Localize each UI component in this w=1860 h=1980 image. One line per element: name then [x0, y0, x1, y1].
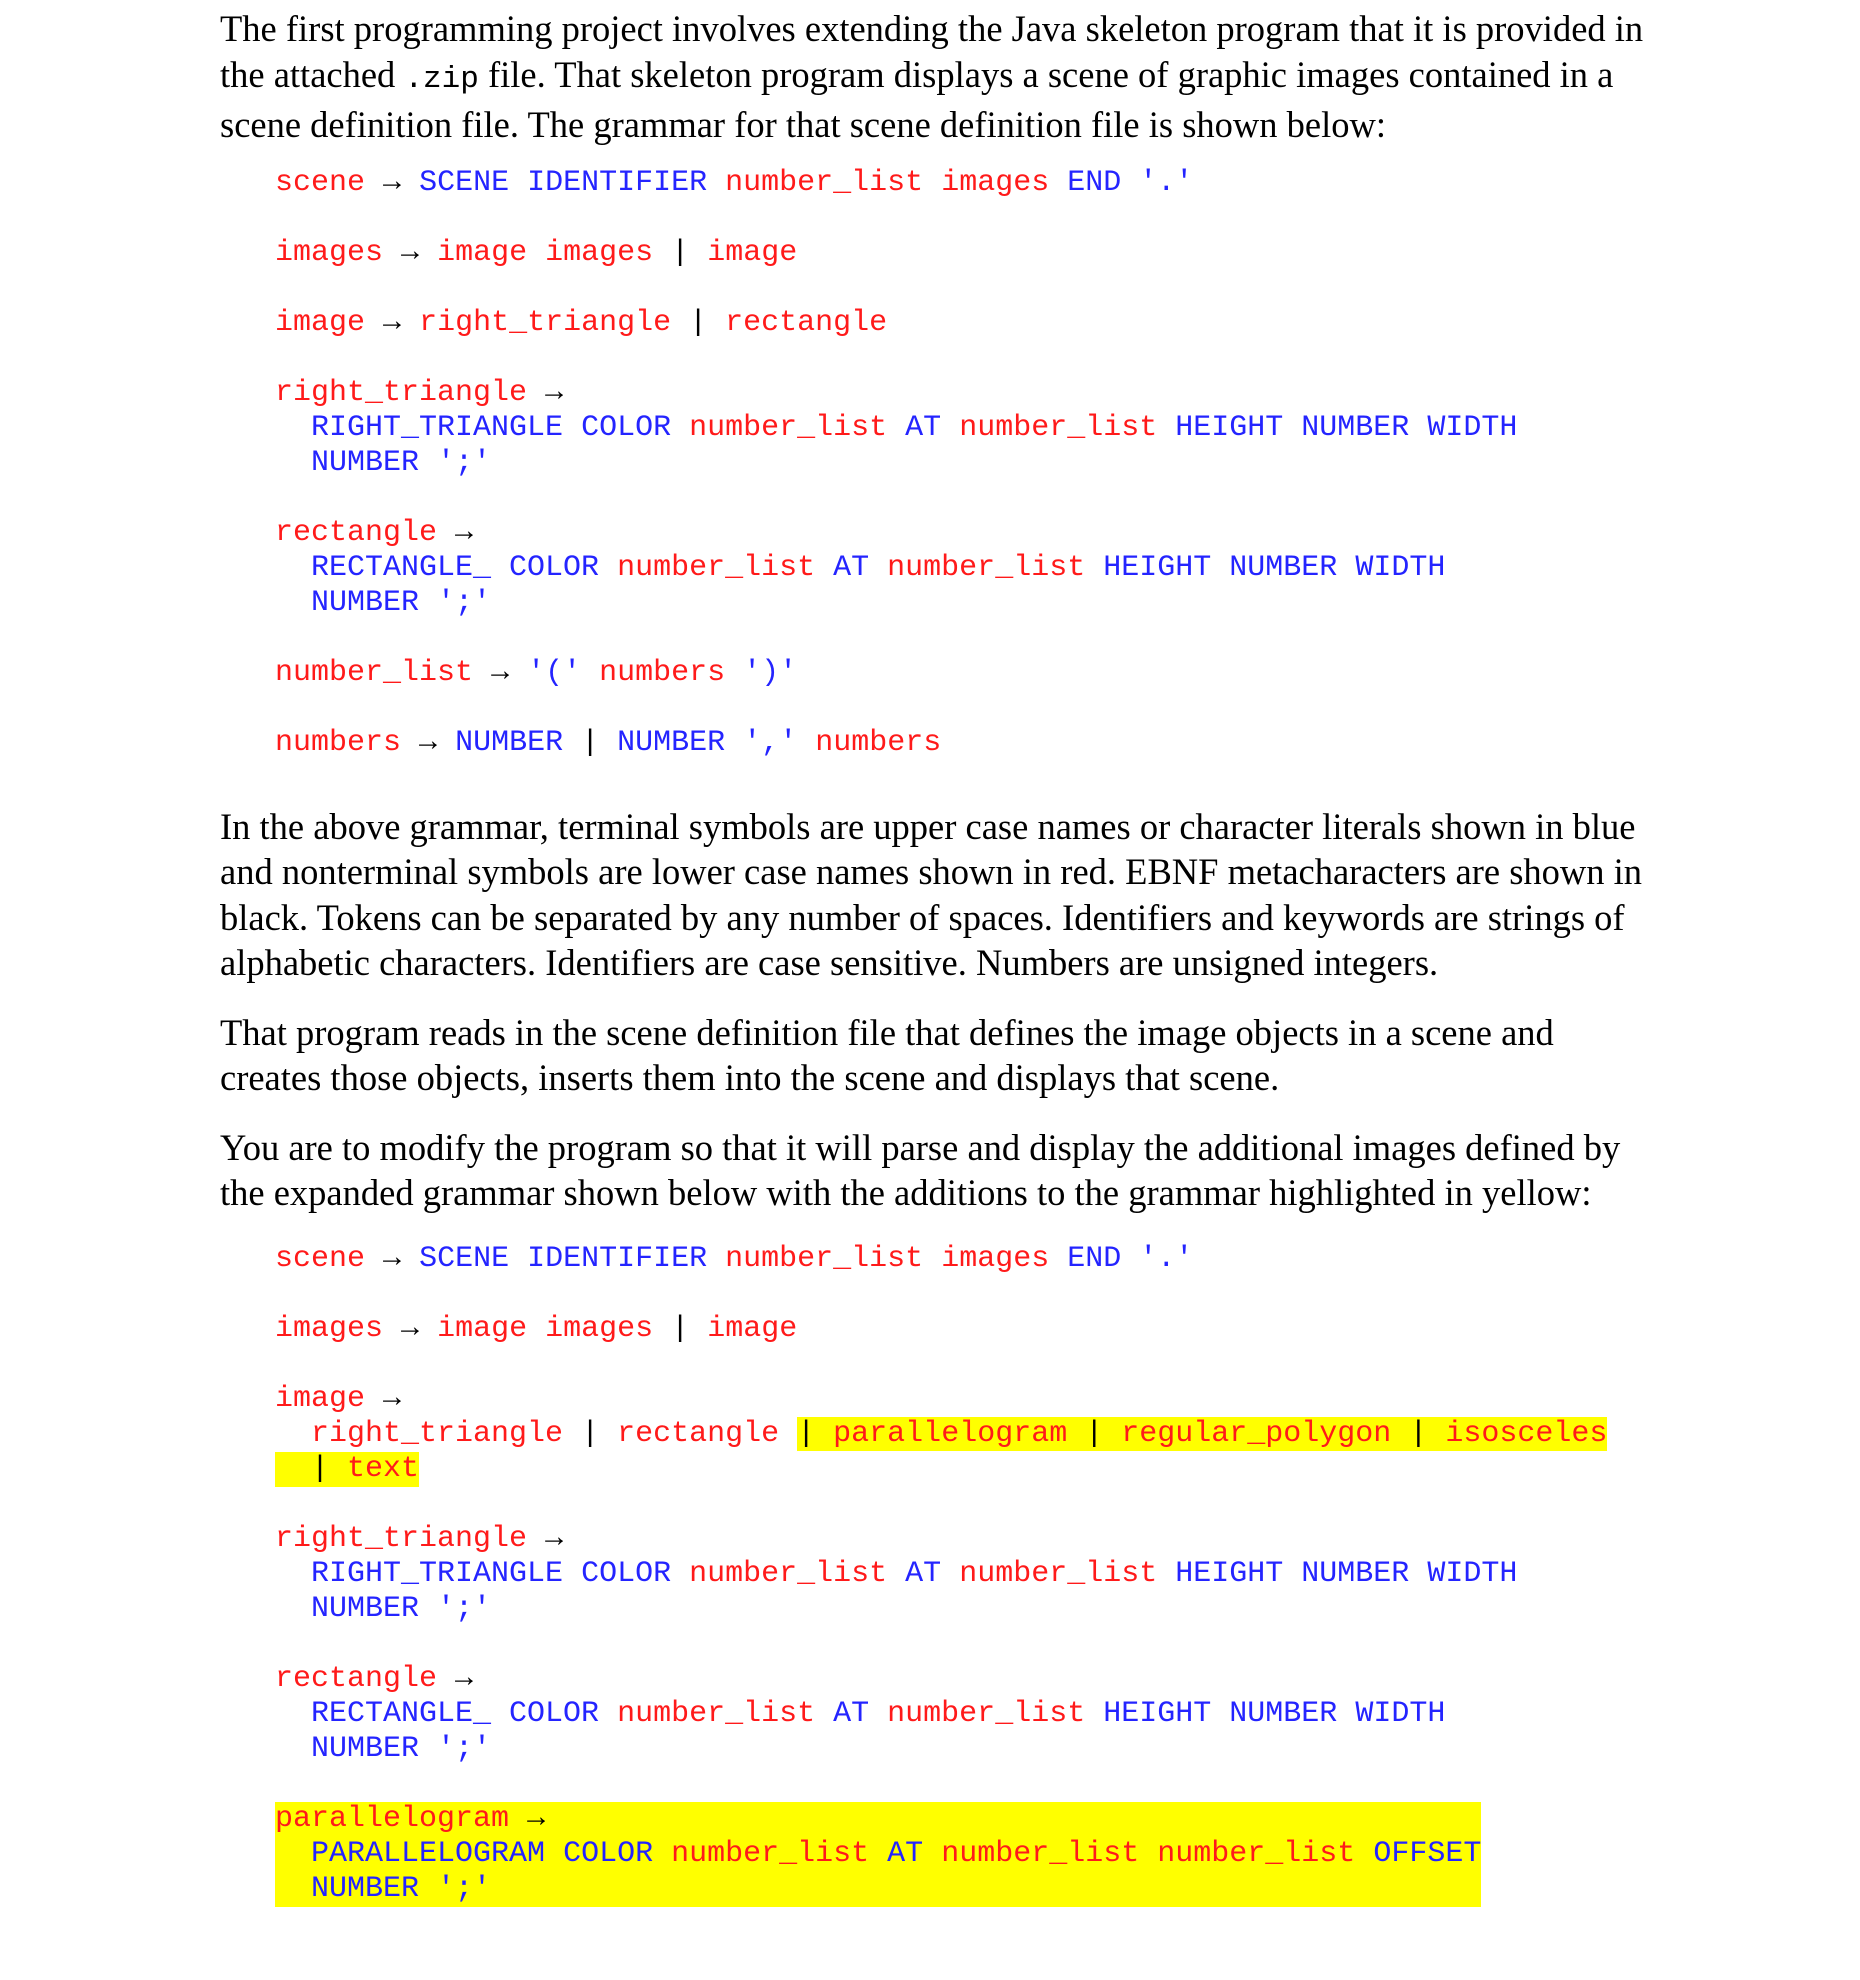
bar-symbol: |: [671, 1311, 690, 1346]
rule-rectangle: [275, 1662, 1660, 1767]
terminal: IDENTIFIER: [527, 1241, 708, 1276]
terminal: NUMBER: [311, 1731, 420, 1766]
terminal: END: [1067, 1241, 1122, 1276]
terminal: ';': [437, 585, 492, 620]
nonterminal: image: [275, 305, 366, 340]
arrow-symbol: →: [455, 515, 474, 550]
bar-symbol: |: [581, 1416, 600, 1451]
zip-extension: .zip: [404, 61, 479, 97]
terminal: NUMBER: [311, 445, 420, 480]
terminal: WIDTH: [1355, 550, 1446, 585]
nonterminal: images: [941, 1241, 1050, 1276]
nonterminal: number_list: [959, 1556, 1158, 1591]
nonterminal: number_list: [617, 550, 816, 585]
intro-text-2: file. That skeleton program displays a scene of graphic images contained in a scene definition file. The grammar for that scene definition file is shown below:: [220, 53, 1614, 145]
intro-text-1: The first programming project involves extending the Java skeleton program that it is provided in the attached: [220, 8, 1644, 95]
nonterminal: isosceles: [1445, 1416, 1608, 1451]
nonterminal: images: [545, 235, 654, 270]
nonterminal: rectangle: [275, 1661, 438, 1696]
nonterminal: images: [275, 235, 384, 270]
nonterminal: parallelogram: [275, 1801, 510, 1836]
terminal: NUMBER: [311, 1871, 420, 1906]
terminal: RECTANGLE_: [311, 550, 492, 585]
terminal: COLOR: [563, 1836, 654, 1871]
terminal: ';': [437, 445, 492, 480]
nonterminal: image: [707, 235, 798, 270]
rule-image: [275, 306, 1660, 341]
terminal: AT: [905, 1556, 942, 1591]
bar-symbol: |: [1085, 1416, 1104, 1451]
terminal: NUMBER: [1229, 1696, 1338, 1731]
nonterminal: rectangle: [275, 515, 438, 550]
nonterminal: parallelogram: [833, 1416, 1068, 1451]
nonterminal: text: [347, 1451, 420, 1486]
intro-paragraph: [220, 6, 1660, 148]
arrow-symbol: →: [491, 655, 510, 690]
terminal: SCENE: [419, 1241, 510, 1276]
terminal: WIDTH: [1427, 410, 1518, 445]
nonterminal: number_list: [725, 165, 924, 200]
rule-parallelogram: [275, 1802, 1660, 1907]
rule-images: [275, 236, 1660, 271]
nonterminal: image: [707, 1311, 798, 1346]
terminal: COLOR: [581, 1556, 672, 1591]
arrow-symbol: →: [383, 1241, 402, 1276]
terminal: HEIGHT: [1175, 410, 1284, 445]
terminal: COLOR: [581, 410, 672, 445]
nonterminal: numbers: [815, 725, 942, 760]
terminal: ';': [437, 1871, 492, 1906]
expanded-grammar: [275, 1242, 1660, 1907]
nonterminal: rectangle: [617, 1416, 780, 1451]
bar-symbol: |: [581, 725, 600, 760]
nonterminal: number_list: [725, 1241, 924, 1276]
nonterminal: number_list: [617, 1696, 816, 1731]
terminal: HEIGHT: [1103, 1696, 1212, 1731]
arrow-symbol: →: [401, 1311, 420, 1346]
highlighted-addition: [797, 1417, 1607, 1451]
terminal: NUMBER: [1301, 410, 1410, 445]
nonterminal: right_triangle: [275, 375, 528, 410]
nonterminal: image: [275, 1381, 366, 1416]
nonterminal: rectangle: [725, 305, 888, 340]
terminal: NUMBER: [1301, 1556, 1410, 1591]
nonterminal: right_triangle: [311, 1416, 564, 1451]
terminal: WIDTH: [1427, 1556, 1518, 1591]
terminal: NUMBER: [617, 725, 726, 760]
terminal: ';': [437, 1591, 492, 1626]
rule-scene: [275, 1242, 1660, 1277]
task-paragraph: You are to modify the program so that it will parse and display the additional images defined by the expanded grammar shown below with the additions to the grammar highlighted in yellow:: [220, 1126, 1621, 1213]
terminal: SCENE: [419, 165, 510, 200]
nonterminal: numbers: [275, 725, 402, 760]
nonterminal: images: [545, 1311, 654, 1346]
nonterminal: right_triangle: [419, 305, 672, 340]
arrow-symbol: →: [545, 375, 564, 410]
highlighted-addition: [275, 1452, 419, 1487]
arrow-symbol: →: [401, 235, 420, 270]
nonterminal: scene: [275, 1241, 366, 1276]
terminal: PARALLELOGRAM: [311, 1836, 546, 1871]
terminal: NUMBER: [1229, 550, 1338, 585]
explanation-paragraph: In the above grammar, terminal symbols are upper case names or character literals shown in blue and nonterminal symbols are lower case names shown in red. EBNF metacharacters are shown in black. Tokens can be separated by any number of spaces. Identifiers and keywords are strings of alphabetic characters. Identifiers are case sensitive. Numbers are unsigned integers.: [220, 805, 1643, 983]
terminal: NUMBER: [311, 1591, 420, 1626]
rule-image-expanded: [275, 1382, 1660, 1487]
nonterminal: image: [437, 235, 528, 270]
nonterminal: image: [437, 1311, 528, 1346]
nonterminal: right_triangle: [275, 1521, 528, 1556]
rule-images: [275, 1312, 1660, 1347]
nonterminal: number_list: [887, 1696, 1086, 1731]
nonterminal: images: [941, 165, 1050, 200]
original-grammar: [275, 166, 1660, 761]
terminal: COLOR: [509, 1696, 600, 1731]
rule-scene: [275, 166, 1660, 201]
nonterminal: number_list: [941, 1836, 1140, 1871]
terminal: AT: [905, 410, 942, 445]
nonterminal: number_list: [689, 1556, 888, 1591]
terminal: '(': [527, 655, 582, 690]
bar-symbol: |: [1409, 1416, 1428, 1451]
rule-number-list: [275, 656, 1660, 691]
terminal: NUMBER: [311, 585, 420, 620]
arrow-symbol: →: [545, 1521, 564, 1556]
nonterminal: number_list: [275, 655, 474, 690]
terminal: OFFSET: [1373, 1836, 1482, 1871]
arrow-symbol: →: [419, 725, 438, 760]
nonterminal: regular_polygon: [1121, 1416, 1392, 1451]
arrow-symbol: →: [383, 305, 402, 340]
terminal: WIDTH: [1355, 1696, 1446, 1731]
nonterminal: number_list: [671, 1836, 870, 1871]
rule-rectangle: [275, 516, 1660, 621]
bar-symbol: |: [311, 1451, 330, 1486]
arrow-symbol: →: [383, 1381, 402, 1416]
bar-symbol: |: [671, 235, 690, 270]
bar-symbol: |: [689, 305, 708, 340]
rule-right-triangle: [275, 376, 1660, 481]
program-paragraph: That program reads in the scene definition file that defines the image objects in a scene and creates those objects, inserts them into the scene and displays that scene.: [220, 1011, 1554, 1098]
terminal: ',': [743, 725, 798, 760]
arrow-symbol: →: [527, 1801, 546, 1836]
nonterminal: number_list: [959, 410, 1158, 445]
terminal: IDENTIFIER: [527, 165, 708, 200]
nonterminal: numbers: [599, 655, 726, 690]
terminal: RIGHT_TRIANGLE: [311, 410, 564, 445]
terminal: END: [1067, 165, 1122, 200]
terminal: RIGHT_TRIANGLE: [311, 1556, 564, 1591]
bar-symbol: |: [797, 1416, 816, 1451]
terminal: ';': [437, 1731, 492, 1766]
terminal: HEIGHT: [1103, 550, 1212, 585]
nonterminal: number_list: [689, 410, 888, 445]
nonterminal: images: [275, 1311, 384, 1346]
terminal: AT: [833, 550, 870, 585]
rule-right-triangle: [275, 1522, 1660, 1627]
terminal: COLOR: [509, 550, 600, 585]
nonterminal: number_list: [1157, 1836, 1356, 1871]
document-page: [220, 6, 1660, 1907]
rule-numbers: [275, 726, 1660, 761]
terminal: NUMBER: [455, 725, 564, 760]
highlighted-addition: [275, 1802, 1481, 1907]
terminal: '.': [1139, 165, 1194, 200]
arrow-symbol: →: [455, 1661, 474, 1696]
nonterminal: number_list: [887, 550, 1086, 585]
nonterminal: scene: [275, 165, 366, 200]
terminal: HEIGHT: [1175, 1556, 1284, 1591]
terminal: ')': [743, 655, 798, 690]
terminal: '.': [1139, 1241, 1194, 1276]
terminal: RECTANGLE_: [311, 1696, 492, 1731]
terminal: AT: [833, 1696, 870, 1731]
arrow-symbol: →: [383, 165, 402, 200]
terminal: AT: [887, 1836, 924, 1871]
